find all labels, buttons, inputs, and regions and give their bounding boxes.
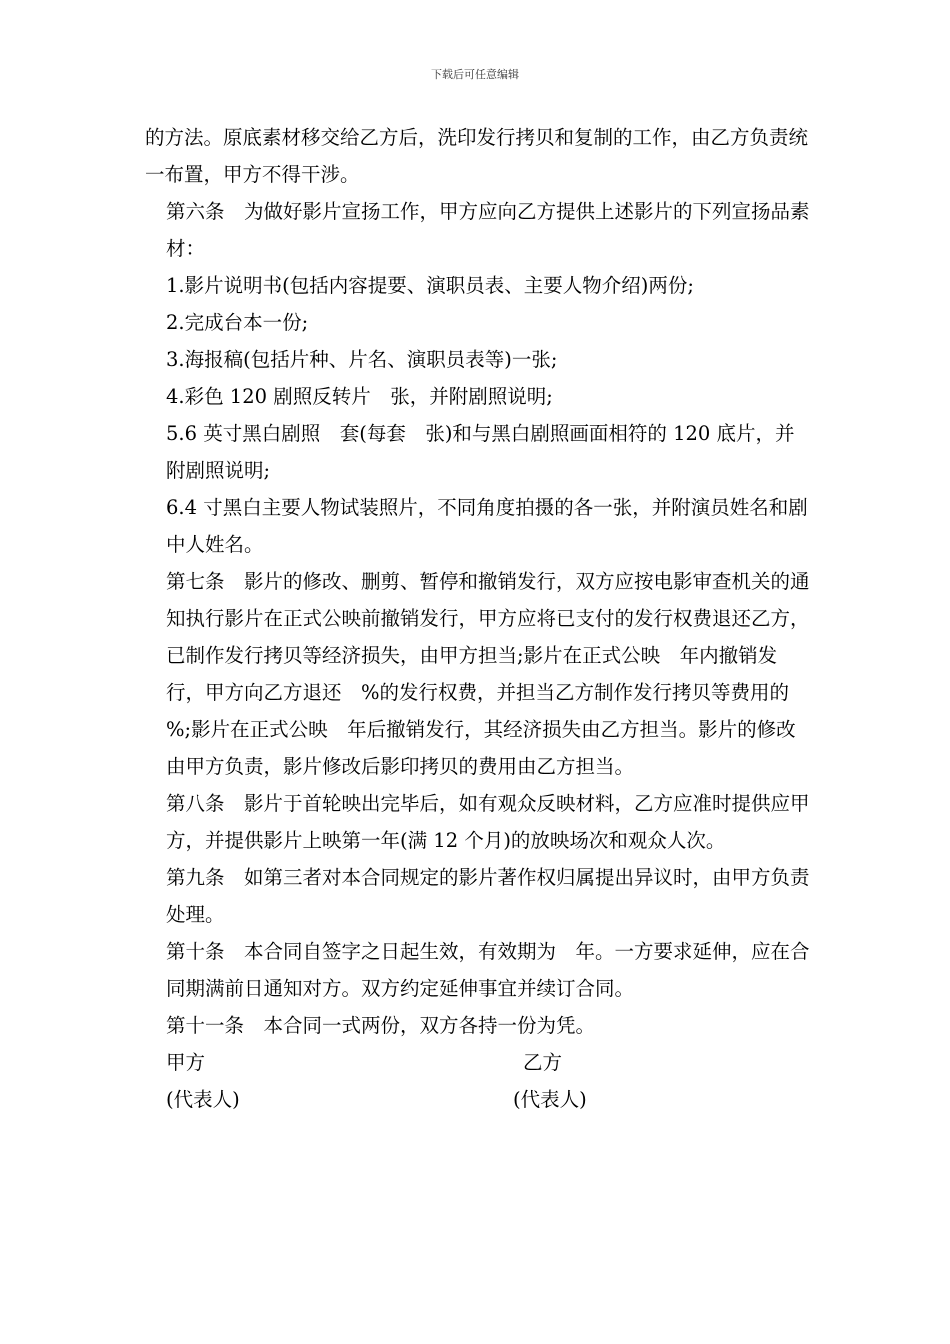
list-item: 3.海报稿(包括片种、片名、演职员表等)一张; (166, 348, 558, 371)
signature-rep-row (145, 1081, 810, 1118)
party-a-representative: (代表人) (166, 1088, 240, 1111)
party-a-label: 甲方 (166, 1051, 206, 1074)
party-b-label: 乙方 (523, 1051, 563, 1074)
page-header: 下载后可任意编辑 (431, 68, 519, 81)
paragraph: 第十一条 本合同一式两份，双方各持一份为凭。 (166, 1014, 596, 1037)
paragraph: 第七条 影片的修改、删剪、暂停和撤销发行，双方应按电影审查机关的通知执行影片在正式公映前撤销发行，甲方应将已支付的发行权费退还乙方，已制作发行拷贝等经济损失，由甲方担当;影片在正式公映 年内撤销发行，甲方向乙方退还 %的发行权费，并担当乙方制作发行拷贝等费用的 %;影片在正式公映 年后撤销发行，其经济损失由乙方担当。影片的修改由甲方负责，影片修改后影印拷贝的费用由乙方担当。 (166, 570, 810, 778)
paragraph: 第八条 影片于首轮映出完毕后，如有观众反映材料，乙方应准时提供应甲方，并提供影片上映第一年(满 12 个月)的放映场次和观众人次。 (166, 792, 810, 852)
paragraph: 第九条 如第三者对本合同规定的影片著作权归属提出异议时，由甲方负责处理。 (166, 866, 810, 926)
paragraph: 第十条 本合同自签字之日起生效，有效期为 年。一方要求延伸，应在合同期满前日通知对方。双方约定延伸事宜并续订合同。 (166, 940, 810, 1000)
list-item: 1.影片说明书(包括内容提要、演职员表、主要人物介绍)两份; (166, 274, 694, 297)
list-item: 6.4 寸黑白主要人物试装照片，不同角度拍摄的各一张，并附演员姓名和剧中人姓名。 (166, 496, 808, 556)
document-body (145, 119, 810, 1118)
signature-party-row (145, 1044, 810, 1081)
party-b-representative: (代表人) (513, 1088, 587, 1111)
paragraph: 第六条 为做好影片宣扬工作，甲方应向乙方提供上述影片的下列宣扬品素材： (166, 200, 810, 260)
list-item: 2.完成台本一份; (166, 311, 309, 334)
list-item: 5.6 英寸黑白剧照 套(每套 张)和与黑白剧照画面相符的 120 底片，并附剧照说明; (166, 422, 795, 482)
paragraph: 的方法。原底素材移交给乙方后，洗印发行拷贝和复制的工作，由乙方负责统一布置，甲方不得干涉。 (145, 126, 809, 186)
list-item: 4.彩色 120 剧照反转片 张，并附剧照说明; (166, 385, 553, 408)
